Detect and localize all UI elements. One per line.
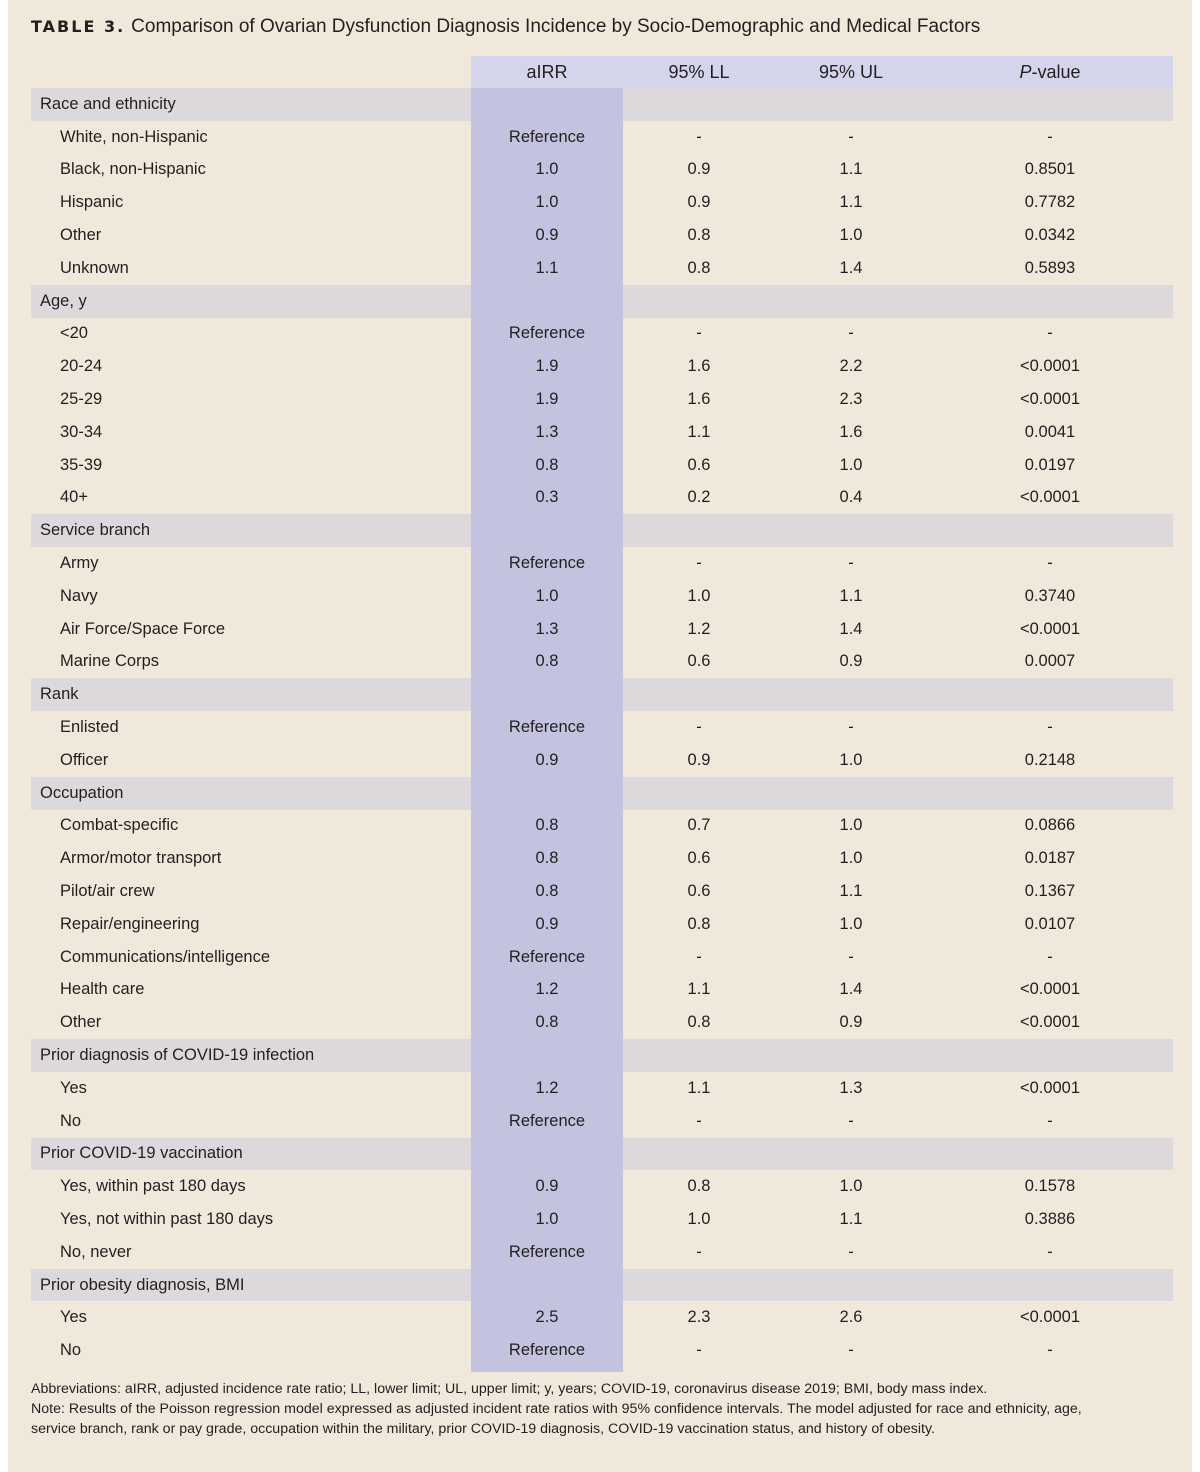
row-label: 30-34 bbox=[60, 422, 103, 441]
ul-cell: 1.1 bbox=[839, 882, 863, 901]
ll-cell: 2.3 bbox=[687, 1308, 711, 1327]
row-label: 20-24 bbox=[60, 357, 103, 376]
ll-cell: 1.0 bbox=[687, 1209, 711, 1228]
ll-cell: - bbox=[696, 718, 702, 737]
pvalue-cell: - bbox=[1047, 127, 1053, 146]
ll-cell: - bbox=[696, 947, 702, 966]
section-empty-cell bbox=[471, 285, 623, 318]
ll-cell: 0.8 bbox=[687, 914, 711, 933]
ll-cell: 0.6 bbox=[687, 652, 711, 671]
ll-cell: 0.6 bbox=[687, 882, 711, 901]
ul-cell: 1.0 bbox=[839, 914, 863, 933]
section-header-row bbox=[31, 1039, 1173, 1072]
section-name: Prior obesity diagnosis, BMI bbox=[40, 1275, 245, 1294]
section-empty-cell bbox=[775, 88, 927, 121]
row-label: <20 bbox=[60, 324, 88, 343]
row-label: 35-39 bbox=[60, 455, 103, 474]
table-row bbox=[31, 121, 1173, 154]
ll-cell: 0.9 bbox=[687, 160, 711, 179]
ul-cell: 1.0 bbox=[839, 1177, 863, 1196]
pvalue-cell: - bbox=[1047, 947, 1053, 966]
ll-cell: 0.8 bbox=[687, 1013, 711, 1032]
section-name: Age, y bbox=[40, 291, 87, 310]
header-pvalue-italic: P bbox=[1019, 61, 1032, 82]
pvalue-cell: - bbox=[1047, 1242, 1053, 1261]
row-label: Yes, not within past 180 days bbox=[60, 1209, 274, 1228]
table-row bbox=[31, 613, 1173, 646]
ul-cell: - bbox=[848, 554, 854, 573]
airr-cell: 1.9 bbox=[471, 383, 623, 416]
row-label: Enlisted bbox=[60, 718, 119, 737]
ll-cell: - bbox=[696, 554, 702, 573]
table-row bbox=[31, 449, 1173, 482]
table-row bbox=[31, 1236, 1173, 1269]
section-header-row bbox=[31, 777, 1173, 810]
section-header-row bbox=[31, 1138, 1173, 1171]
table-row bbox=[31, 711, 1173, 744]
airr-cell: 0.8 bbox=[471, 842, 623, 875]
airr-cell: 1.0 bbox=[471, 1203, 623, 1236]
ll-cell: 1.1 bbox=[687, 1078, 711, 1097]
header-pvalue-rest: -value bbox=[1031, 61, 1081, 82]
table-row bbox=[31, 383, 1173, 416]
section-empty-cell bbox=[623, 1039, 775, 1072]
airr-cell: 1.0 bbox=[471, 154, 623, 187]
airr-cell: 1.3 bbox=[471, 416, 623, 449]
ul-cell: 1.3 bbox=[839, 1078, 863, 1097]
section-empty-cell bbox=[775, 514, 927, 547]
ll-cell: 1.0 bbox=[687, 586, 711, 605]
airr-cell: 1.2 bbox=[471, 974, 623, 1007]
row-label: No bbox=[60, 1341, 82, 1360]
ll-cell: 0.8 bbox=[687, 1177, 711, 1196]
section-empty-cell bbox=[775, 777, 927, 810]
abbreviations-note: Abbreviations: aIRR, adjusted incidence rate ratio; LL, lower limit; UL, upper limit; y, years; COVID-19, coronavirus disease 2019; BMI, body mass index. bbox=[31, 1381, 988, 1397]
section-name: Occupation bbox=[40, 783, 124, 802]
ul-cell: - bbox=[848, 1341, 854, 1360]
table-notes bbox=[31, 1379, 1181, 1439]
section-empty-cell bbox=[775, 678, 927, 711]
airr-cell: 2.5 bbox=[471, 1301, 623, 1334]
row-label: Officer bbox=[60, 750, 109, 769]
section-empty-cell bbox=[927, 285, 1173, 318]
ul-cell: 2.6 bbox=[839, 1308, 863, 1327]
airr-cell: Reference bbox=[471, 1334, 623, 1367]
airr-cell: 0.8 bbox=[471, 810, 623, 843]
ul-cell: 1.0 bbox=[839, 226, 863, 245]
row-label: Combat-specific bbox=[60, 816, 179, 835]
data-table bbox=[31, 56, 1173, 1367]
table-title bbox=[31, 16, 980, 38]
ul-cell: 1.6 bbox=[839, 422, 863, 441]
row-label: Health care bbox=[60, 980, 145, 999]
section-header-row bbox=[31, 514, 1173, 547]
section-header-row bbox=[31, 1269, 1173, 1302]
pvalue-cell: - bbox=[1047, 1341, 1053, 1360]
ul-cell: 1.1 bbox=[839, 193, 863, 212]
airr-cell: 1.0 bbox=[471, 186, 623, 219]
airr-cell: 0.8 bbox=[471, 449, 623, 482]
row-label: Yes, within past 180 days bbox=[60, 1177, 246, 1196]
ll-cell: 0.8 bbox=[687, 226, 711, 245]
section-empty-cell bbox=[623, 1138, 775, 1171]
airr-cell: 1.1 bbox=[471, 252, 623, 285]
table-row bbox=[31, 842, 1173, 875]
airr-column-tail bbox=[471, 1367, 623, 1372]
pvalue-cell: 0.3886 bbox=[1024, 1209, 1076, 1228]
ll-cell: 1.1 bbox=[687, 980, 711, 999]
row-label: Repair/engineering bbox=[60, 914, 200, 933]
table-row bbox=[31, 1334, 1173, 1367]
ll-cell: - bbox=[696, 1242, 702, 1261]
pvalue-cell: - bbox=[1047, 554, 1053, 573]
ul-cell: 1.1 bbox=[839, 1209, 863, 1228]
table-row bbox=[31, 219, 1173, 252]
section-empty-cell bbox=[927, 777, 1173, 810]
airr-cell: Reference bbox=[471, 711, 623, 744]
row-label: Army bbox=[60, 554, 99, 573]
section-empty-cell bbox=[775, 1039, 927, 1072]
ul-cell: 0.9 bbox=[839, 652, 863, 671]
row-label: Other bbox=[60, 1013, 102, 1032]
ul-cell: - bbox=[848, 1111, 854, 1130]
ul-cell: - bbox=[848, 127, 854, 146]
pvalue-cell: <0.0001 bbox=[1019, 980, 1081, 999]
section-empty-cell bbox=[623, 777, 775, 810]
ll-cell: - bbox=[696, 1111, 702, 1130]
airr-cell: Reference bbox=[471, 121, 623, 154]
table-row bbox=[31, 941, 1173, 974]
section-empty-cell bbox=[471, 678, 623, 711]
pvalue-cell: <0.0001 bbox=[1019, 357, 1081, 376]
section-empty-cell bbox=[471, 777, 623, 810]
pvalue-cell: - bbox=[1047, 718, 1053, 737]
section-name: Race and ethnicity bbox=[40, 94, 176, 113]
section-empty-cell bbox=[927, 514, 1173, 547]
table-row bbox=[31, 1301, 1173, 1334]
pvalue-cell: <0.0001 bbox=[1019, 1013, 1081, 1032]
section-empty-cell bbox=[471, 1039, 623, 1072]
pvalue-cell: 0.5893 bbox=[1024, 258, 1076, 277]
ul-cell: - bbox=[848, 718, 854, 737]
row-label: White, non-Hispanic bbox=[60, 127, 208, 146]
airr-cell: 1.0 bbox=[471, 580, 623, 613]
model-note-line-1: Note: Results of the Poisson regression model expressed as adjusted incident rate ratios with 95% confidence intervals. The model adjusted for race and ethnicity, age, bbox=[31, 1401, 1082, 1417]
table-label: TABLE 3. bbox=[31, 17, 126, 36]
row-label: Yes bbox=[60, 1078, 87, 1097]
airr-cell: 1.3 bbox=[471, 613, 623, 646]
ul-cell: 2.3 bbox=[839, 390, 863, 409]
row-label: Yes bbox=[60, 1308, 87, 1327]
model-note-line-2: service branch, rank or pay grade, occupation within the military, prior COVID-19 diagnosis, COVID-19 vaccination status, and history of obesity. bbox=[31, 1421, 935, 1437]
header-airr: aIRR bbox=[471, 56, 623, 88]
table-row bbox=[31, 1105, 1173, 1138]
airr-cell: Reference bbox=[471, 318, 623, 351]
airr-cell: 0.8 bbox=[471, 875, 623, 908]
ul-cell: 1.1 bbox=[839, 160, 863, 179]
table-header-row bbox=[31, 56, 1173, 88]
pvalue-cell: - bbox=[1047, 1111, 1053, 1130]
row-label: No bbox=[60, 1111, 82, 1130]
row-label: Marine Corps bbox=[60, 652, 160, 671]
ul-cell: 1.0 bbox=[839, 750, 863, 769]
row-label: Unknown bbox=[60, 258, 129, 277]
pvalue-cell: <0.0001 bbox=[1019, 1308, 1081, 1327]
airr-cell: 0.9 bbox=[471, 219, 623, 252]
table-row bbox=[31, 875, 1173, 908]
ul-cell: 0.4 bbox=[839, 488, 863, 507]
table-row bbox=[31, 154, 1173, 187]
table-row bbox=[31, 646, 1173, 679]
section-empty-cell bbox=[623, 514, 775, 547]
ll-cell: 1.6 bbox=[687, 357, 711, 376]
row-label: Navy bbox=[60, 586, 98, 605]
row-label: Pilot/air crew bbox=[60, 882, 155, 901]
pvalue-cell: 0.0866 bbox=[1024, 816, 1076, 835]
pvalue-cell: <0.0001 bbox=[1019, 1078, 1081, 1097]
ul-cell: 1.4 bbox=[839, 258, 863, 277]
section-header-row bbox=[31, 678, 1173, 711]
airr-cell: Reference bbox=[471, 547, 623, 580]
section-empty-cell bbox=[927, 1269, 1173, 1302]
section-name: Prior COVID-19 vaccination bbox=[40, 1144, 243, 1163]
airr-cell: 0.9 bbox=[471, 908, 623, 941]
section-empty-cell bbox=[471, 514, 623, 547]
table-row bbox=[31, 482, 1173, 515]
pvalue-cell: 0.8501 bbox=[1024, 160, 1076, 179]
section-empty-cell bbox=[471, 88, 623, 121]
airr-cell: 0.8 bbox=[471, 1006, 623, 1039]
section-empty-cell bbox=[775, 285, 927, 318]
airr-cell: Reference bbox=[471, 941, 623, 974]
section-empty-cell bbox=[623, 88, 775, 121]
row-label: Communications/intelligence bbox=[60, 947, 271, 966]
pvalue-cell: 0.0041 bbox=[1024, 422, 1076, 441]
pvalue-cell: 0.0197 bbox=[1024, 455, 1076, 474]
table-row bbox=[31, 186, 1173, 219]
pvalue-cell: 0.0187 bbox=[1024, 849, 1076, 868]
ll-cell: 0.6 bbox=[687, 849, 711, 868]
header-ul: 95% UL bbox=[775, 56, 927, 88]
ll-cell: 1.6 bbox=[687, 390, 711, 409]
ul-cell: 1.0 bbox=[839, 849, 863, 868]
pvalue-cell: 0.1367 bbox=[1024, 882, 1076, 901]
table-row bbox=[31, 416, 1173, 449]
table-row bbox=[31, 580, 1173, 613]
header-label-cell bbox=[31, 56, 471, 88]
airr-cell: 0.8 bbox=[471, 646, 623, 679]
table-row bbox=[31, 252, 1173, 285]
section-empty-cell bbox=[623, 285, 775, 318]
row-label: 40+ bbox=[60, 488, 88, 507]
header-ll: 95% LL bbox=[623, 56, 775, 88]
pvalue-cell: 0.0107 bbox=[1024, 914, 1076, 933]
ll-cell: 1.1 bbox=[687, 422, 711, 441]
section-header-row bbox=[31, 88, 1173, 121]
pvalue-cell: 0.3740 bbox=[1024, 586, 1076, 605]
pvalue-cell: <0.0001 bbox=[1019, 619, 1081, 638]
table-row bbox=[31, 1072, 1173, 1105]
ul-cell: - bbox=[848, 947, 854, 966]
ll-cell: 0.9 bbox=[687, 193, 711, 212]
section-name: Rank bbox=[40, 685, 79, 704]
ul-cell: 1.1 bbox=[839, 586, 863, 605]
table-row bbox=[31, 318, 1173, 351]
table-row bbox=[31, 744, 1173, 777]
pvalue-cell: 0.0007 bbox=[1024, 652, 1076, 671]
pvalue-cell: - bbox=[1047, 324, 1053, 343]
table-title-text: Comparison of Ovarian Dysfunction Diagnosis Incidence by Socio-Demographic and Medical Factors bbox=[131, 16, 981, 37]
pvalue-cell: <0.0001 bbox=[1019, 488, 1081, 507]
airr-cell: 0.9 bbox=[471, 1170, 623, 1203]
ul-cell: - bbox=[848, 1242, 854, 1261]
table-row bbox=[31, 810, 1173, 843]
section-empty-cell bbox=[775, 1138, 927, 1171]
table-row bbox=[31, 1203, 1173, 1236]
table-row bbox=[31, 974, 1173, 1007]
airr-cell: 0.3 bbox=[471, 482, 623, 515]
ll-cell: 0.2 bbox=[687, 488, 711, 507]
pvalue-cell: 0.1578 bbox=[1024, 1177, 1076, 1196]
airr-cell: Reference bbox=[471, 1105, 623, 1138]
table-row bbox=[31, 350, 1173, 383]
row-label: Black, non-Hispanic bbox=[60, 160, 206, 179]
section-empty-cell bbox=[471, 1269, 623, 1302]
airr-cell: 1.9 bbox=[471, 350, 623, 383]
section-name: Service branch bbox=[40, 521, 151, 540]
ll-cell: 0.9 bbox=[687, 750, 711, 769]
pvalue-cell: 0.0342 bbox=[1024, 226, 1076, 245]
ul-cell: 1.0 bbox=[839, 455, 863, 474]
section-empty-cell bbox=[927, 88, 1173, 121]
ul-cell: 1.4 bbox=[839, 980, 863, 999]
section-empty-cell bbox=[623, 1269, 775, 1302]
ll-cell: 0.8 bbox=[687, 258, 711, 277]
ll-cell: - bbox=[696, 324, 702, 343]
row-label: No, never bbox=[60, 1242, 132, 1261]
header-pvalue bbox=[927, 56, 1173, 88]
section-empty-cell bbox=[927, 678, 1173, 711]
row-label: Hispanic bbox=[60, 193, 124, 212]
ul-cell: 1.0 bbox=[839, 816, 863, 835]
ll-cell: - bbox=[696, 127, 702, 146]
row-label: Armor/motor transport bbox=[60, 849, 222, 868]
row-label: 25-29 bbox=[60, 390, 103, 409]
ll-cell: 0.6 bbox=[687, 455, 711, 474]
section-empty-cell bbox=[927, 1138, 1173, 1171]
pvalue-cell: <0.0001 bbox=[1019, 390, 1081, 409]
pvalue-cell: 0.7782 bbox=[1024, 193, 1076, 212]
airr-cell: 0.9 bbox=[471, 744, 623, 777]
row-label: Air Force/Space Force bbox=[60, 619, 226, 638]
table-row bbox=[31, 547, 1173, 580]
ul-cell: - bbox=[848, 324, 854, 343]
section-header-row bbox=[31, 285, 1173, 318]
ul-cell: 2.2 bbox=[839, 357, 863, 376]
ul-cell: 0.9 bbox=[839, 1013, 863, 1032]
airr-cell: Reference bbox=[471, 1236, 623, 1269]
table-row bbox=[31, 908, 1173, 941]
ll-cell: 0.7 bbox=[687, 816, 711, 835]
airr-cell: 1.2 bbox=[471, 1072, 623, 1105]
section-empty-cell bbox=[623, 678, 775, 711]
pvalue-cell: 0.2148 bbox=[1024, 750, 1076, 769]
section-empty-cell bbox=[471, 1138, 623, 1171]
section-empty-cell bbox=[927, 1039, 1173, 1072]
ll-cell: 1.2 bbox=[687, 619, 711, 638]
row-label: Other bbox=[60, 226, 102, 245]
table-row bbox=[31, 1170, 1173, 1203]
section-name: Prior diagnosis of COVID-19 infection bbox=[40, 1046, 315, 1064]
section-empty-cell bbox=[775, 1269, 927, 1302]
ll-cell: - bbox=[696, 1341, 702, 1360]
table-row bbox=[31, 1006, 1173, 1039]
ul-cell: 1.4 bbox=[839, 619, 863, 638]
